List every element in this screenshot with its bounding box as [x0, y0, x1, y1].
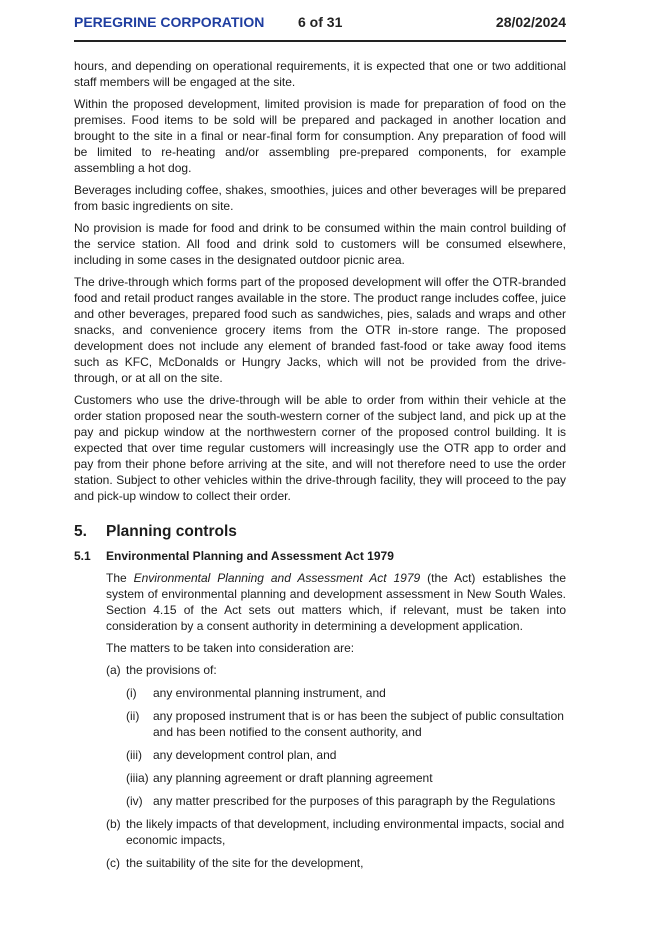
paragraph: The drive-through which forms part of the proposed development will offer the OTR-branded food and retail product ranges available in the store. The product range includes coffee, juice and other beverages, prepared food such as sandwiches, pies, salads and wraps and other snacks, and convenience grocery items from the OTR in-store range. The proposed development does not include any element of branded fast-food or take away food items such as KFC, McDonalds or Hungry Jacks, which will not be provided from the drive-through, or at all on the site.: [74, 275, 566, 385]
intro-pre: The: [106, 571, 134, 585]
page-number: 6 of 31: [298, 14, 343, 30]
paragraph: Beverages including coffee, shakes, smoothies, juices and other beverages will be prepared from basic ingredients on site.: [74, 183, 566, 213]
sub-list-text: any development control plan, and: [153, 748, 337, 762]
subsection-title: Environmental Planning and Assessment Act 1979: [106, 549, 394, 563]
subsection-body: [106, 570, 566, 871]
sub-list-item: [126, 747, 566, 763]
list-text: the suitability of the site for the development,: [126, 856, 364, 870]
list-item: [106, 662, 566, 678]
sub-list-marker: (iii): [126, 748, 142, 762]
page-header: [74, 14, 566, 42]
list-marker: (a): [106, 663, 121, 677]
matters-intro: The matters to be taken into consideration are:: [106, 641, 355, 655]
sub-list-text: any matter prescribed for the purposes of this paragraph by the Regulations: [153, 794, 556, 808]
list-marker: (c): [106, 856, 120, 870]
list-item: [106, 855, 566, 871]
paragraph: Customers who use the drive-through will be able to order from within their vehicle at the order station proposed near the south-western corner of the subject land, and pick up at the pay and pickup window at the northwestern corner of the proposed control building. It is expected that over time regular customers will increasingly use the OTR app to order and pay from their phone before arriving at the site, and will not therefore need to use the order station. Subject to other vehicles within the drive-through facility, they will proceed to the pay and pick-up window to collect their order.: [74, 393, 566, 503]
paragraph: hours, and depending on operational requirements, it is expected that one or two additional staff members will be engaged at the site.: [74, 59, 566, 89]
document-body: [74, 58, 566, 878]
sub-list-item: [126, 793, 566, 809]
section-heading: [74, 522, 566, 542]
sub-list-item: [126, 770, 566, 786]
list-text: the likely impacts of that development, including environmental impacts, social and economic impacts,: [126, 817, 565, 847]
sub-list-marker: (i): [126, 686, 137, 700]
list-text: the provisions of:: [126, 663, 217, 677]
paragraph: No provision is made for food and drink to be consumed within the main control building of the service station. All food and drink sold to customers will be consumed elsewhere, including in some cases in the designated outdoor picnic area.: [74, 221, 566, 267]
sub-list-text: any environmental planning instrument, and: [153, 686, 386, 700]
section-number: 5.: [74, 523, 87, 540]
subsection-number: 5.1: [74, 549, 91, 563]
sub-list-text: any proposed instrument that is or has been the subject of public consultation and has been notified to the consent authority, and: [153, 709, 564, 739]
intro-post: (the Act) establishes the system of environmental planning and development assessment in New South Wales. Section 4.15 of the Act sets out matters which, if relevant, must be taken into consideration by a consent authority in determining a development application.: [106, 571, 566, 633]
paragraph: Within the proposed development, limited provision is made for preparation of food on the premises. Food items to be sold will be prepared and packaged in another location and brought to the site in a final or near-final form for consumption. Any preparation of food will be limited to re-heating and/or assembling pre-prepared components, for example assembling a hot dog.: [74, 97, 566, 175]
list-marker: (b): [106, 817, 121, 831]
sub-list-marker: (iv): [126, 794, 143, 808]
list-item: [106, 816, 566, 848]
sub-list-item: [126, 708, 566, 740]
sub-list-item: [126, 685, 566, 701]
act-title: Environmental Planning and Assessment Act 1979: [133, 571, 421, 585]
section-title: Planning controls: [106, 523, 237, 540]
document-date: 28/02/2024: [495, 14, 566, 30]
sub-list-marker: (iiia): [126, 771, 149, 785]
company-name: PEREGRINE CORPORATION: [74, 14, 265, 30]
sub-list-text: any planning agreement or draft planning agreement: [153, 771, 433, 785]
sub-list-marker: (ii): [126, 709, 140, 723]
subsection-heading: [74, 548, 566, 564]
subsection-intro: [106, 570, 566, 634]
